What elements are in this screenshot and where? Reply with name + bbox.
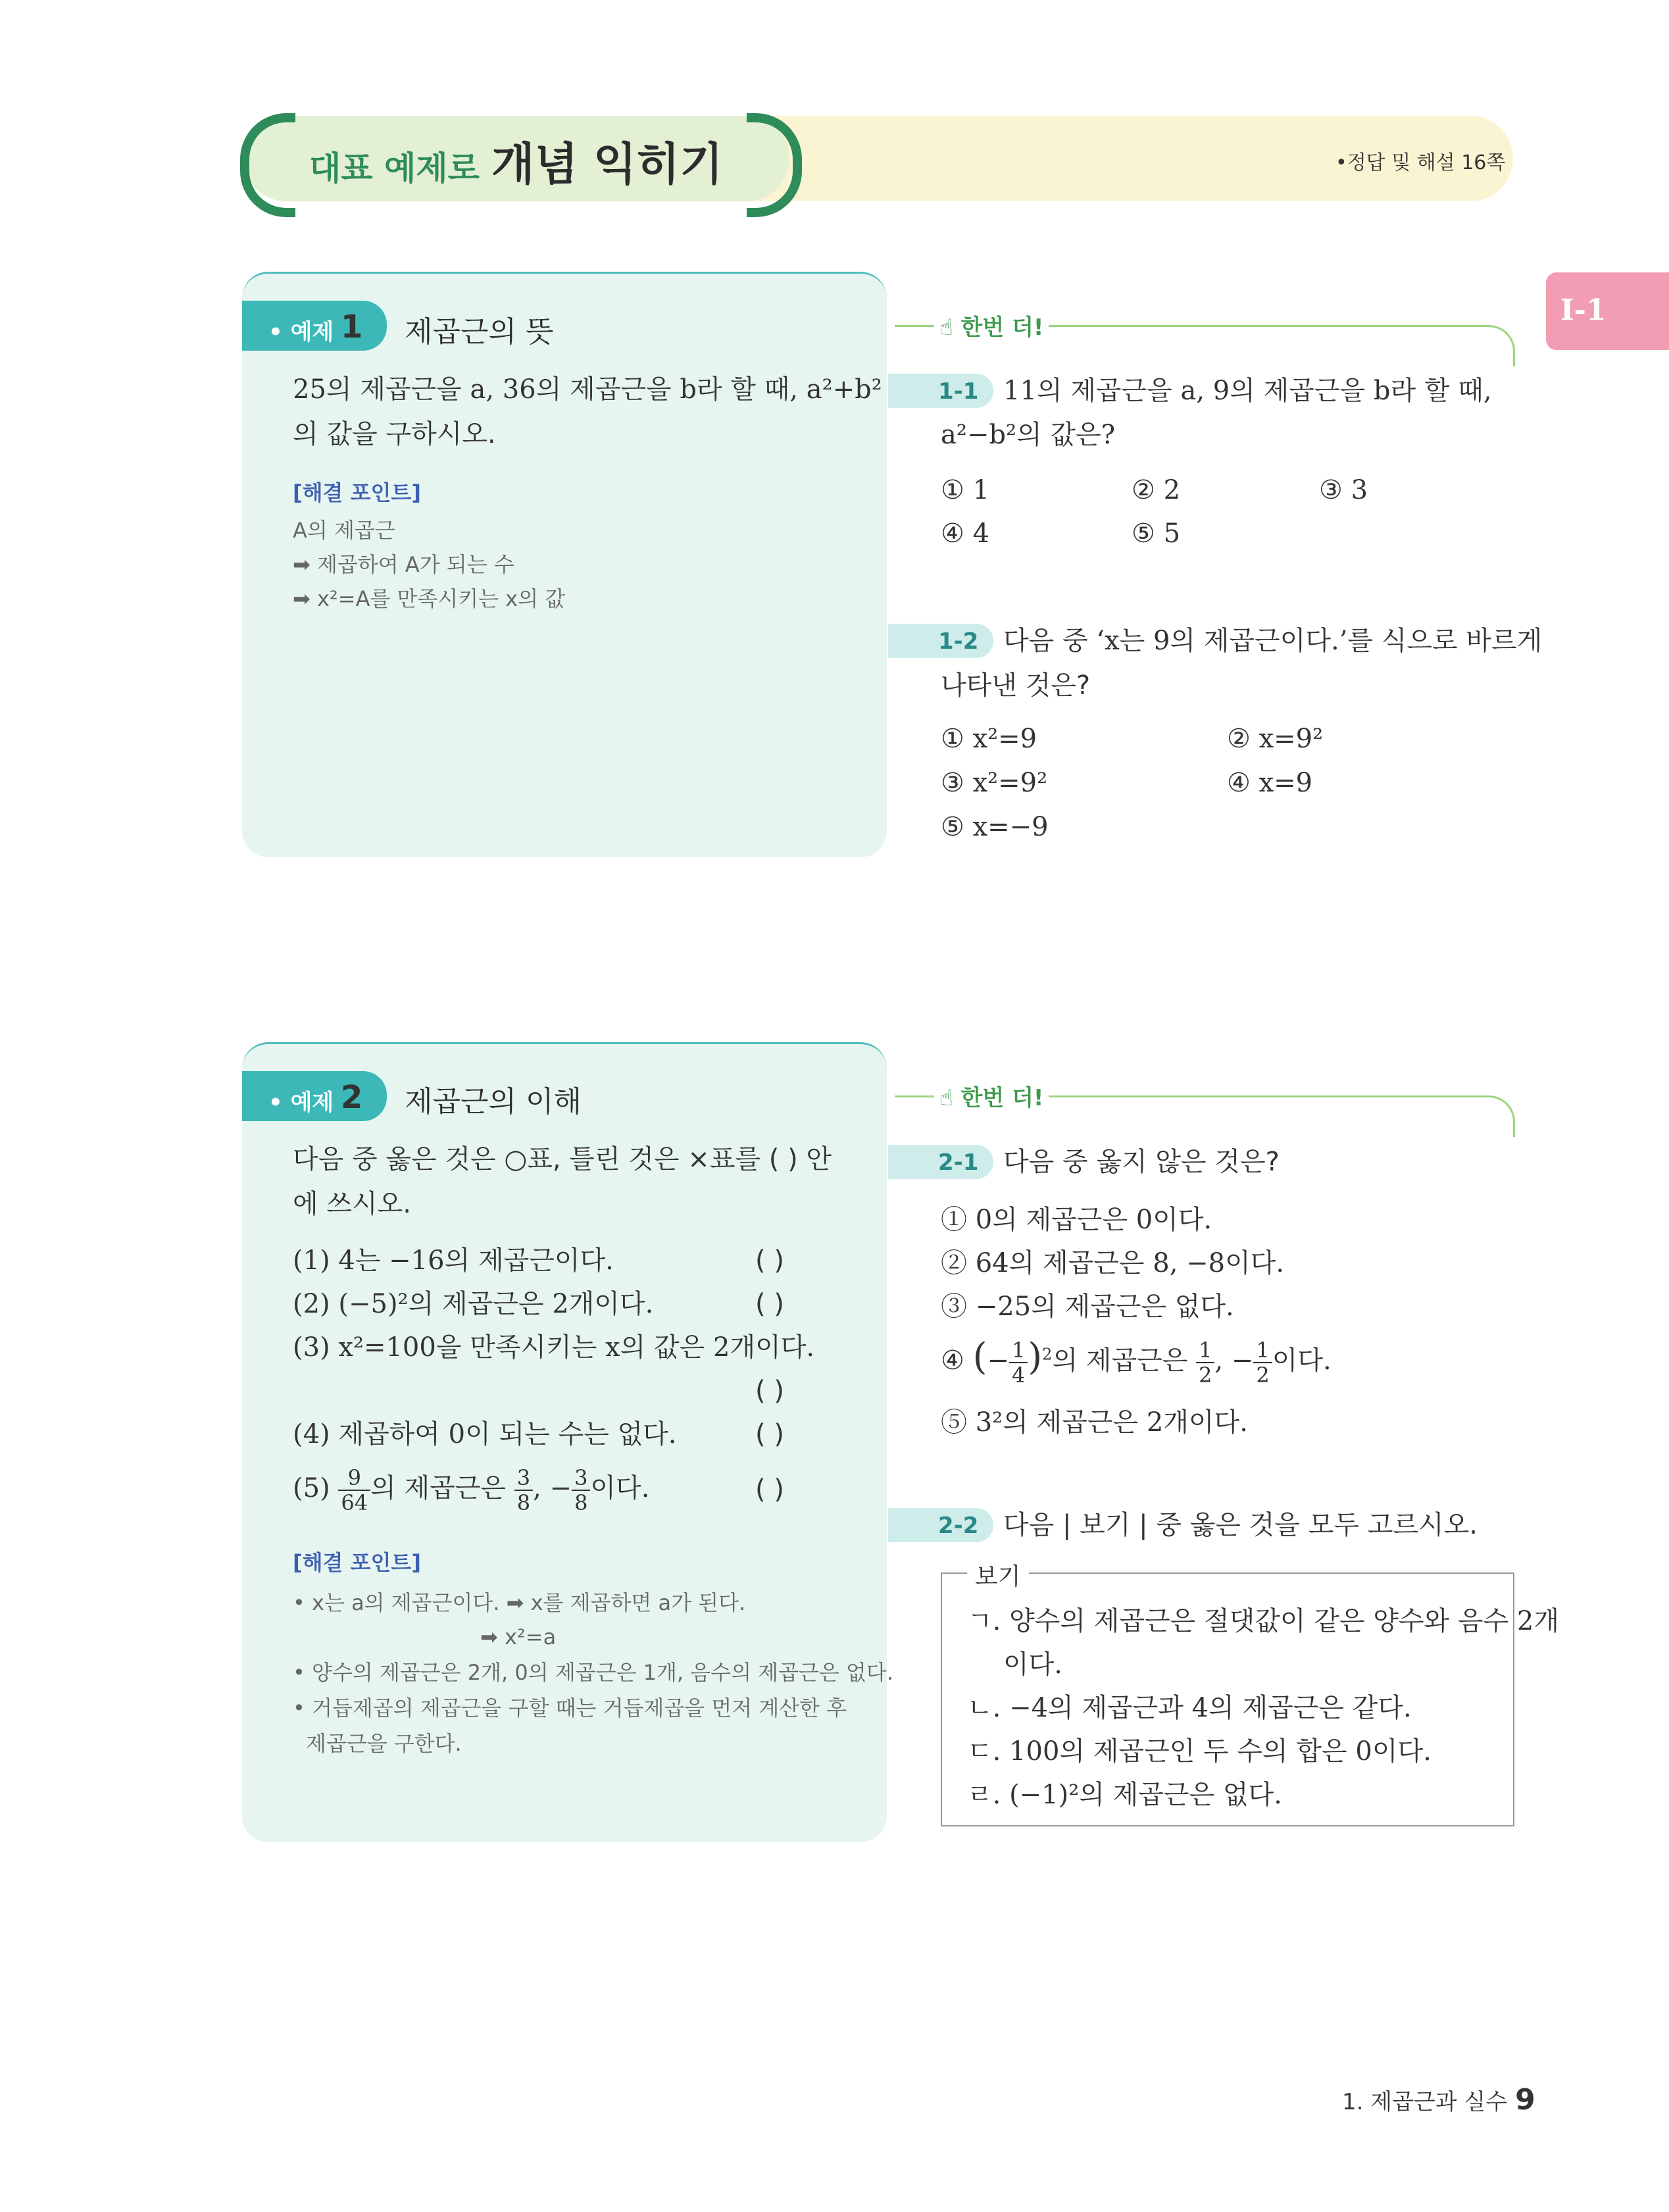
frac-denominator: 8 bbox=[516, 1490, 531, 1515]
question-1-1-number: 1-1 bbox=[938, 378, 979, 405]
example2-hint-heading: [해결 포인트] bbox=[293, 1550, 421, 1575]
q1-1-choice-5[interactable]: ⑤ 5 bbox=[1132, 518, 1181, 549]
example2-problem-line1: 다음 중 옳은 것은 ○표, 틀린 것은 ×표를 ( ) 안 bbox=[293, 1144, 832, 1174]
question-1-1-line1: 11의 제곱근을 a, 9의 제곱근을 b라 할 때, bbox=[1003, 376, 1492, 406]
frac-numerator: 3 bbox=[514, 1466, 533, 1491]
view-item-1b: 이다. bbox=[1003, 1649, 1062, 1680]
example2-item-4: (4) 제곱하여 0이 되는 수는 없다. bbox=[293, 1419, 677, 1449]
example1-label-num: 1 bbox=[341, 309, 363, 345]
question-2-1-number: 2-1 bbox=[938, 1149, 979, 1176]
example2-item-3: (3) x²=100을 만족시키는 x의 값은 2개이다. bbox=[293, 1332, 815, 1363]
example2-label bbox=[242, 1071, 387, 1121]
example1-hint-3: ➡ x²=A를 만족시키는 x의 값 bbox=[293, 586, 566, 611]
question-1-2-number: 1-2 bbox=[938, 628, 979, 655]
q1-2-choice-1[interactable]: ① x²=9 bbox=[941, 724, 1037, 754]
example2-item-4-answer[interactable]: ( ) bbox=[755, 1419, 784, 1449]
chapter-side-tab-label: Ⅰ-1 bbox=[1560, 293, 1607, 327]
example2-item-1-answer[interactable]: ( ) bbox=[755, 1245, 784, 1276]
example2-label-num: 2 bbox=[341, 1079, 363, 1116]
example1-problem-line1: 25의 제곱근을 a, 36의 제곱근을 b라 할 때, a²+b² bbox=[293, 374, 882, 405]
more2-label-text: 한번 더! bbox=[960, 1085, 1044, 1111]
page-title-small: 대표 예제로 bbox=[309, 149, 480, 188]
open-paren: ( bbox=[972, 1336, 987, 1378]
example2-item-3-answer[interactable]: ( ) bbox=[755, 1376, 784, 1406]
example2-item-2: (2) (−5)²의 제곱근은 2개이다. bbox=[293, 1289, 654, 1319]
q1-2-choice-2[interactable]: ② x=9² bbox=[1227, 724, 1324, 754]
question-1-1-line2: a²−b²의 값은? bbox=[941, 420, 1116, 450]
example2-hint-1: • x는 a의 제곱근이다. ➡ x를 제곱하면 a가 된다. bbox=[293, 1590, 746, 1615]
question-1-1-badge bbox=[888, 374, 993, 408]
example2-item-5-label: (5) bbox=[293, 1473, 330, 1503]
frac-denominator: 8 bbox=[574, 1490, 588, 1515]
chapter-side-tab bbox=[1546, 272, 1669, 350]
example1-label bbox=[242, 301, 387, 351]
view-item-1: ㄱ. 양수의 제곱근은 절댓값이 같은 양수와 음수 2개 bbox=[967, 1606, 1559, 1636]
q2-1-choice-4-fraction2 bbox=[1196, 1338, 1214, 1387]
page-title bbox=[309, 129, 723, 193]
view-box-title: 보기 bbox=[967, 1558, 1029, 1592]
view-item-2: ㄴ. −4의 제곱근과 4의 제곱근은 같다. bbox=[967, 1693, 1412, 1723]
example2-item-5 bbox=[293, 1466, 649, 1515]
q1-2-choice-5[interactable]: ⑤ x=−9 bbox=[941, 812, 1049, 842]
frac-numerator: 1 bbox=[1009, 1338, 1028, 1363]
q2-1-choice-4-end: 이다. bbox=[1272, 1345, 1332, 1376]
example1-hint-2: ➡ 제곱하여 A가 되는 수 bbox=[293, 552, 514, 577]
question-1-2-line2: 나타낸 것은? bbox=[941, 670, 1091, 701]
frac-numerator: 9 bbox=[338, 1466, 370, 1491]
q1-2-choice-4[interactable]: ④ x=9 bbox=[1227, 768, 1313, 798]
q2-1-choice-1[interactable]: ① 0의 제곱근은 0이다. bbox=[941, 1205, 1212, 1235]
example2-item-2-answer[interactable]: ( ) bbox=[755, 1289, 784, 1319]
frac-numerator: 3 bbox=[572, 1466, 590, 1491]
question-1-2-badge bbox=[888, 624, 993, 658]
example1-title: 제곱근의 뜻 bbox=[405, 315, 554, 349]
example2-item-5-text1: 의 제곱근은 bbox=[370, 1473, 507, 1503]
q2-1-choice-4-fraction3 bbox=[1253, 1338, 1272, 1387]
frac-denominator: 64 bbox=[341, 1490, 368, 1515]
q1-1-choice-1[interactable]: ① 1 bbox=[941, 475, 990, 505]
left-bracket-decoration bbox=[240, 113, 295, 217]
example2-label-prefix: • 예제 bbox=[268, 1090, 334, 1116]
q2-1-choice-4-text: 의 제곱근은 bbox=[1052, 1345, 1188, 1376]
close-paren: ) bbox=[1028, 1336, 1043, 1378]
frac-denominator: 2 bbox=[1199, 1363, 1212, 1388]
example2-hint-2: • 양수의 제곱근은 2개, 0의 제곱근은 1개, 음수의 제곱근은 없다. bbox=[293, 1660, 893, 1685]
example1-hint-heading: [해결 포인트] bbox=[293, 480, 421, 505]
frac-denominator: 4 bbox=[1011, 1363, 1026, 1388]
example2-hint-3: • 거듭제곱의 제곱근을 구할 때는 거듭제곱을 먼저 계산한 후 bbox=[293, 1696, 847, 1721]
footer-chapter: 1. 제곱근과 실수 bbox=[1342, 2089, 1508, 2115]
q1-1-choice-2[interactable]: ② 2 bbox=[1132, 475, 1181, 505]
q2-1-choice-2[interactable]: ② 64의 제곱근은 8, −8이다. bbox=[941, 1248, 1285, 1278]
question-2-2-text: 다음 | 보기 | 중 옳은 것을 모두 고르시오. bbox=[1003, 1510, 1478, 1540]
q1-1-choice-3[interactable]: ③ 3 bbox=[1319, 475, 1368, 505]
frac-numerator: 1 bbox=[1253, 1338, 1272, 1363]
example2-item-5-fraction2 bbox=[514, 1466, 533, 1515]
q2-1-choice-5[interactable]: ⑤ 3²의 제곱근은 2개이다. bbox=[941, 1407, 1248, 1438]
q2-1-choice-4-label: ④ bbox=[941, 1345, 964, 1376]
example2-hint-1b: ➡ x²=a bbox=[480, 1624, 557, 1649]
example2-item-5-fraction bbox=[338, 1466, 370, 1515]
example2-item-1: (1) 4는 −16의 제곱근이다. bbox=[293, 1245, 614, 1276]
frac-numerator: 1 bbox=[1196, 1338, 1214, 1363]
example2-problem-line2: 에 쓰시오. bbox=[293, 1189, 411, 1219]
q2-1-choice-4[interactable]: ④ (− $\frac{1}{4}$ )$^2$의 제곱근은 $\frac{1}{2}$ , − $\frac{1}{2}$ 이다. bbox=[941, 1336, 1332, 1388]
view-item-3: ㄷ. 100의 제곱근인 두 수의 합은 0이다. bbox=[967, 1736, 1432, 1767]
example1-problem-line2: 의 값을 구하시오. bbox=[293, 419, 496, 449]
page-number: 9 bbox=[1515, 2083, 1535, 2117]
question-2-2-badge bbox=[888, 1508, 993, 1542]
q1-2-choice-3[interactable]: ③ x²=9² bbox=[941, 768, 1048, 798]
view-item-4: ㄹ. (−1)²의 제곱근은 없다. bbox=[967, 1780, 1282, 1810]
question-2-1-badge bbox=[888, 1145, 993, 1179]
page-footer bbox=[1342, 2083, 1535, 2117]
more1-label: ☝ 한번 더! bbox=[934, 309, 1049, 341]
example1-hint-1: A의 제곱근 bbox=[293, 518, 395, 543]
example2-hint-3b: 제곱근을 구한다. bbox=[306, 1731, 462, 1756]
frac-denominator: 2 bbox=[1256, 1363, 1270, 1388]
q2-1-choice-3[interactable]: ③ −25의 제곱근은 없다. bbox=[941, 1292, 1234, 1322]
question-2-2-number: 2-2 bbox=[938, 1513, 979, 1539]
answer-reference: •정답 및 해설 16쪽 bbox=[1335, 151, 1506, 174]
example2-item-5-sep: , − bbox=[533, 1473, 572, 1503]
example1-label-prefix: • 예제 bbox=[268, 319, 334, 345]
question-2-1-text: 다음 중 옳지 않은 것은? bbox=[1003, 1147, 1280, 1177]
example2-item-5-answer[interactable]: ( ) bbox=[755, 1474, 784, 1505]
q2-1-choice-4-fraction bbox=[1009, 1338, 1028, 1387]
more1-label-text: 한번 더! bbox=[960, 314, 1044, 341]
example2-item-5-text2: 이다. bbox=[590, 1473, 650, 1503]
page-title-large: 개념 익히기 bbox=[491, 139, 724, 191]
example2-title: 제곱근의 이해 bbox=[405, 1085, 582, 1119]
more2-label: ☝ 한번 더! bbox=[934, 1080, 1049, 1112]
example2-item-5-fraction3 bbox=[572, 1466, 590, 1515]
question-1-2-line1: 다음 중 ‘x는 9의 제곱근이다.’를 식으로 바르게 bbox=[1003, 626, 1543, 656]
q1-1-choice-4[interactable]: ④ 4 bbox=[941, 518, 990, 549]
